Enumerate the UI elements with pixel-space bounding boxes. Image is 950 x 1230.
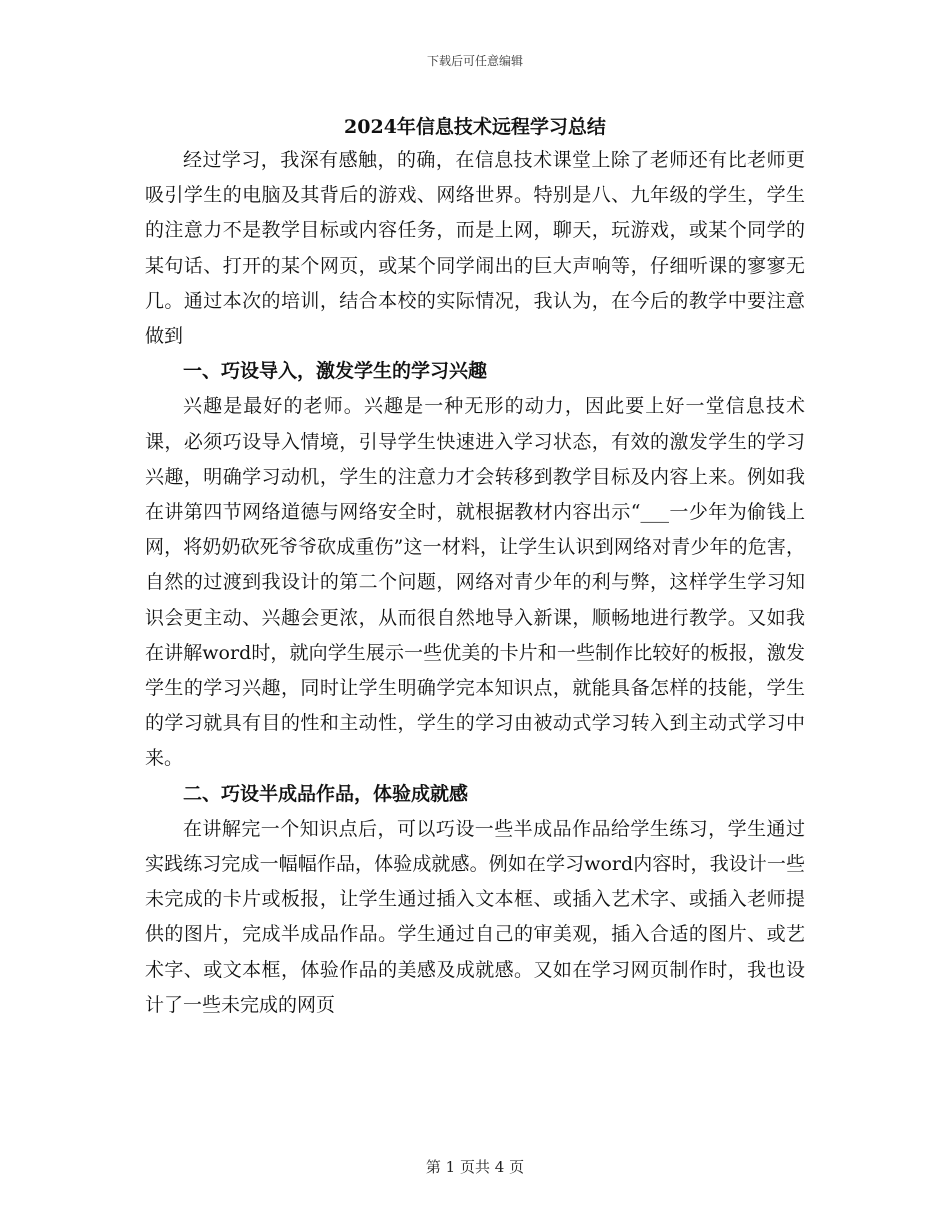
- section-2-paragraph: 在讲解完一个知识点后，可以巧设一些半成品作品给学生练习，学生通过实践练习完成一幅幅作品，体验成就感。例如在学习word内容时，我设计一些未完成的卡片或板报，让学生通过插入文本框、或插入艺术字、或插入老师提供的图片，完成半成品作品。学生通过自己的审美观，插入合适的图片、或艺术字、或文本框，体验作品的美感及成就感。又如在学习网页制作时，我也设计了一些未完成的网页: [145, 817, 805, 1016]
- page-number-footer: 第 1 页共 4 页: [425, 1158, 525, 1176]
- page-header-note: 下载后可任意编辑: [426, 54, 523, 68]
- section-1-paragraph: 兴趣是最好的老师。兴趣是一种无形的动力，因此要上好一堂信息技术课，必须巧设导入情境，引导学生快速进入学习状态，有效的激发学生的学习兴趣，明确学习动机，学生的注意力才会转移到教学目标及内容上来。例如我在讲第四节网络道德与网络安全时，就根据教材内容出示“___一少年为偷钱上网，将奶奶砍死爷爷砍成重伤”这一材料，让学生认识到网络对青少年的危害，自然的过渡到我设计的第二个问题，网络对青少年的利与弊，这样学生学习知识会更主动、兴趣会更浓，从而很自然地导入新课，顺畅地进行教学。又如我在讲解word时，就向学生展示一些优美的卡片和一些制作比较好的板报，激发学生的学习兴趣，同时让学生明确学完本知识点，就能具备怎样的技能，学生的学习就具有目的性和主动性，学生的学习由被动式学习转入到主动式学习中来。: [145, 395, 805, 770]
- intro-paragraph: 经过学习，我深有感触，的确，在信息技术课堂上除了老师还有比老师更吸引学生的电脑及其背后的游戏、网络世界。特别是八、九年级的学生，学生的注意力不是教学目标或内容任务，而是上网，聊天，玩游戏，或某个同学的某句话、打开的某个网页，或某个同学闹出的巨大声响等，仔细听课的寥寥无几。通过本次的培训，结合本校的实际情况，我认为，在今后的教学中要注意做到: [145, 149, 805, 348]
- section-heading-1: 一、巧设导入，激发学生的学习兴趣: [183, 360, 488, 383]
- section-heading-2: 二、巧设半成品作品，体验成就感: [183, 782, 469, 805]
- document-title: 2024年信息技术远程学习总结: [344, 116, 606, 138]
- document-body: [145, 143, 805, 1023]
